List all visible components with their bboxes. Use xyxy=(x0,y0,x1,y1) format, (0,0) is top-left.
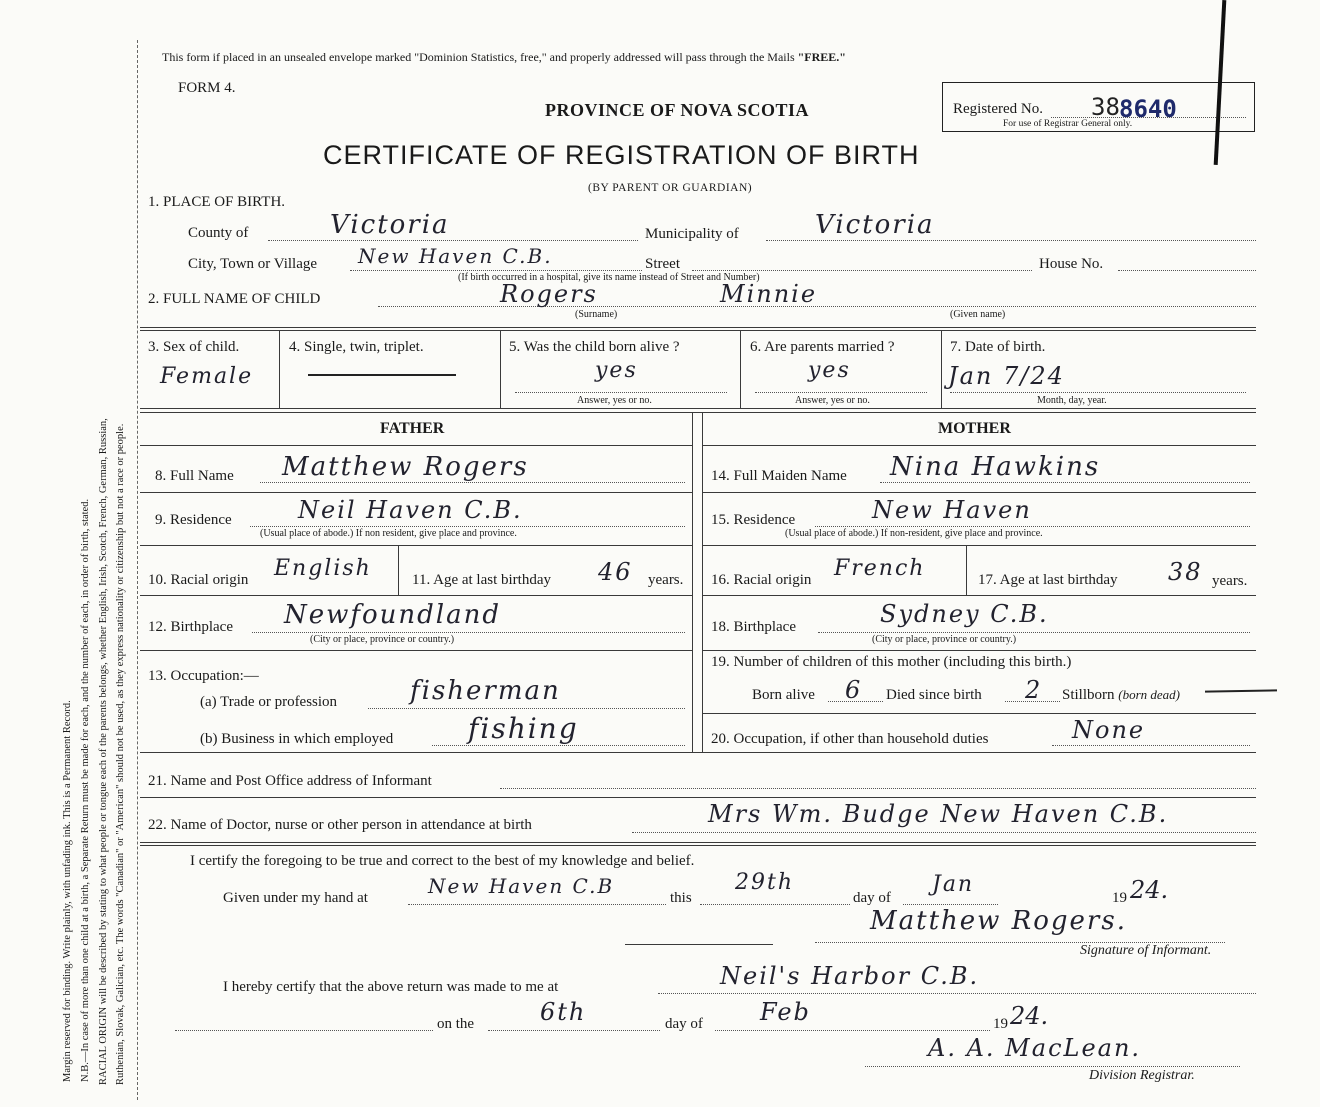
registered-number-b: 8640 xyxy=(1119,95,1177,123)
margin-note-racial-origin: RACIAL ORIGIN will be described by stating to what people or tongue each of the parents belongs, whether English, Irish, Scotch, French, German, Russian, xyxy=(98,418,109,1085)
plurality-value xyxy=(308,374,456,376)
registrar-label: Division Registrar. xyxy=(1089,1068,1195,1083)
married-answer-note: Answer, yes or no. xyxy=(795,395,870,406)
father-racial-label: 10. Racial origin xyxy=(148,572,249,588)
stillborn-value xyxy=(1205,689,1277,692)
child-surname: Rogers xyxy=(500,280,598,308)
dob-note: Month, day, year. xyxy=(1037,395,1107,406)
informant-label: 21. Name and Post Office address of Informant xyxy=(148,773,432,789)
mother-children-label: 19. Number of children of this mother (including this birth.) xyxy=(711,654,1072,670)
father-racial-value: English xyxy=(274,556,372,581)
father-birthplace-label: 12. Birthplace xyxy=(148,619,233,635)
this-label: this xyxy=(670,890,692,906)
registered-box xyxy=(942,82,1255,132)
father-birthplace-value: Newfoundland xyxy=(284,600,502,630)
plurality-label: 4. Single, twin, triplet. xyxy=(289,339,424,355)
father-age-value: 46 xyxy=(598,558,633,586)
sex-value: Female xyxy=(160,364,254,389)
father-heading: FATHER xyxy=(380,420,445,437)
father-name-value: Matthew Rogers xyxy=(282,452,529,482)
house-label: House No. xyxy=(1039,256,1104,272)
given-label: Given under my hand at xyxy=(223,890,368,906)
mail-note: This form if placed in an unsealed envelope marked "Dominion Statistics, free," and properly addressed will pass through the Mails "FREE." xyxy=(162,50,846,64)
died-label: Died since birth xyxy=(886,687,982,703)
mother-name-value: Nina Hawkins xyxy=(890,452,1101,482)
mother-age-value: 38 xyxy=(1168,558,1203,586)
given-year: 24. xyxy=(1130,876,1169,904)
married-label: 6. Are parents married ? xyxy=(750,339,895,355)
registered-label: Registered No. xyxy=(953,101,1043,117)
return-text: I hereby certify that the above return was made to me at xyxy=(223,979,559,995)
father-residence-label: 9. Residence xyxy=(155,512,232,528)
mother-residence-label: 15. Residence xyxy=(711,512,796,528)
dob-value: Jan 7/24 xyxy=(948,362,1065,390)
form-number: FORM 4. xyxy=(178,80,236,96)
trade-value: fisherman xyxy=(410,676,561,706)
city-value: New Haven C.B. xyxy=(358,244,553,268)
margin-note-multiple-births: N.B.—In case of more than one child at a birth, a Separate Return must be made for each, and the number of each, in order of birth, stated. xyxy=(80,498,91,1082)
given-year-prefix: 19 xyxy=(1112,890,1127,906)
street-label: Street xyxy=(645,256,680,272)
city-label: City, Town or Village xyxy=(188,256,318,272)
certificate-title: CERTIFICATE OF REGISTRATION OF BIRTH xyxy=(323,140,920,170)
father-birthplace-note: (City or place, province or country.) xyxy=(310,634,455,645)
informant-signature: Matthew Rogers. xyxy=(870,906,1127,936)
certify-text: I certify the foregoing to be true and correct to the best of my knowledge and belief. xyxy=(190,853,695,869)
return-year-prefix: 19 xyxy=(993,1016,1008,1032)
father-residence-value: Neil Haven C.B. xyxy=(298,496,523,524)
father-residence-note: (Usual place of abode.) If non resident, give place and province. xyxy=(260,528,517,539)
business-label: (b) Business in which employed xyxy=(200,731,394,747)
return-day: 6th xyxy=(540,998,587,1026)
certificate-subtitle: (BY PARENT OR GUARDIAN) xyxy=(588,182,753,194)
county-value: Victoria xyxy=(330,210,450,240)
alive-label: 5. Was the child born alive ? xyxy=(509,339,680,355)
mother-age-label: 17. Age at last birthday xyxy=(978,572,1118,588)
alive-value: yes xyxy=(595,358,638,383)
sex-label: 3. Sex of child. xyxy=(148,339,240,355)
margin-divider xyxy=(137,40,138,1100)
trade-label: (a) Trade or profession xyxy=(200,694,338,710)
registrar-use-note: For use of Registrar General only. xyxy=(1003,119,1133,129)
place-of-birth-heading: 1. PLACE OF BIRTH. xyxy=(148,194,286,210)
father-age-label: 11. Age at last birthday xyxy=(412,572,551,588)
municipality-label: Municipality of xyxy=(645,226,739,242)
return-place: Neil's Harbor C.B. xyxy=(720,962,980,990)
municipality-value: Victoria xyxy=(815,210,935,240)
child-given-name: Minnie xyxy=(720,280,818,308)
born-alive-value: 6 xyxy=(845,676,863,704)
mother-occupation-value: None xyxy=(1072,716,1146,744)
child-name-label: 2. FULL NAME OF CHILD xyxy=(148,291,321,307)
mother-racial-label: 16. Racial origin xyxy=(711,572,812,588)
doctor-label: 22. Name of Doctor, nurse or other person in attendance at birth xyxy=(148,817,532,833)
return-year: 24. xyxy=(1010,1002,1049,1030)
born-alive-label: Born alive xyxy=(752,687,815,703)
given-place: New Haven C.B xyxy=(428,874,615,898)
mother-racial-value: French xyxy=(834,556,926,581)
mother-name-label: 14. Full Maiden Name xyxy=(711,468,847,484)
mother-birthplace-value: Sydney C.B. xyxy=(880,600,1049,628)
father-age-years: years. xyxy=(648,572,684,588)
informant-signature-label: Signature of Informant. xyxy=(1080,943,1212,958)
return-month: Feb xyxy=(760,998,811,1026)
given-name-note: (Given name) xyxy=(950,309,1006,320)
given-day: 29th xyxy=(735,870,795,895)
mother-residence-note: (Usual place of abode.) If non-resident, give place and province. xyxy=(785,528,1043,539)
married-value: yes xyxy=(808,358,851,383)
given-month: Jan xyxy=(932,872,975,897)
county-label: County of xyxy=(188,225,249,241)
alive-answer-note: Answer, yes or no. xyxy=(577,395,652,406)
given-day-label: day of xyxy=(853,890,891,906)
province-heading: PROVINCE OF NOVA SCOTIA xyxy=(545,100,810,120)
dob-label: 7. Date of birth. xyxy=(950,339,1046,355)
mother-birthplace-label: 18. Birthplace xyxy=(711,619,796,635)
mother-age-years: years. xyxy=(1212,573,1248,589)
died-value: 2 xyxy=(1025,676,1043,704)
business-value: fishing xyxy=(468,712,579,745)
hospital-note: (If birth occurred in a hospital, give its name instead of Street and Number) xyxy=(458,272,760,283)
doctor-value: Mrs Wm. Budge New Haven C.B. xyxy=(708,800,1169,828)
margin-note-nationality: Ruthenian, Slovak, Galician, etc. The words "Canadian" or "American" should not be used, as they express nationality or citizenship but not a race or people. xyxy=(115,423,126,1085)
margin-note-binding: Margin reserved for binding. Write plainly, with unfading ink. This is a Permanent Record. xyxy=(62,700,73,1082)
mother-birthplace-note: (City or place, province or country.) xyxy=(872,634,1017,645)
registrar-signature: A. A. MacLean. xyxy=(928,1034,1142,1062)
surname-note: (Surname) xyxy=(575,309,618,320)
mother-heading: MOTHER xyxy=(938,420,1011,437)
father-occupation-label: 13. Occupation:— xyxy=(148,668,259,684)
registered-number-a: 38 xyxy=(1091,93,1120,121)
mother-residence-value: New Haven xyxy=(872,496,1032,524)
stillborn-label: Stillborn (born dead) xyxy=(1062,687,1181,703)
father-name-label: 8. Full Name xyxy=(155,468,234,484)
return-day-label: day of xyxy=(665,1016,703,1032)
mother-occupation-label: 20. Occupation, if other than household duties xyxy=(711,731,989,747)
on-the-label: on the xyxy=(437,1016,475,1032)
